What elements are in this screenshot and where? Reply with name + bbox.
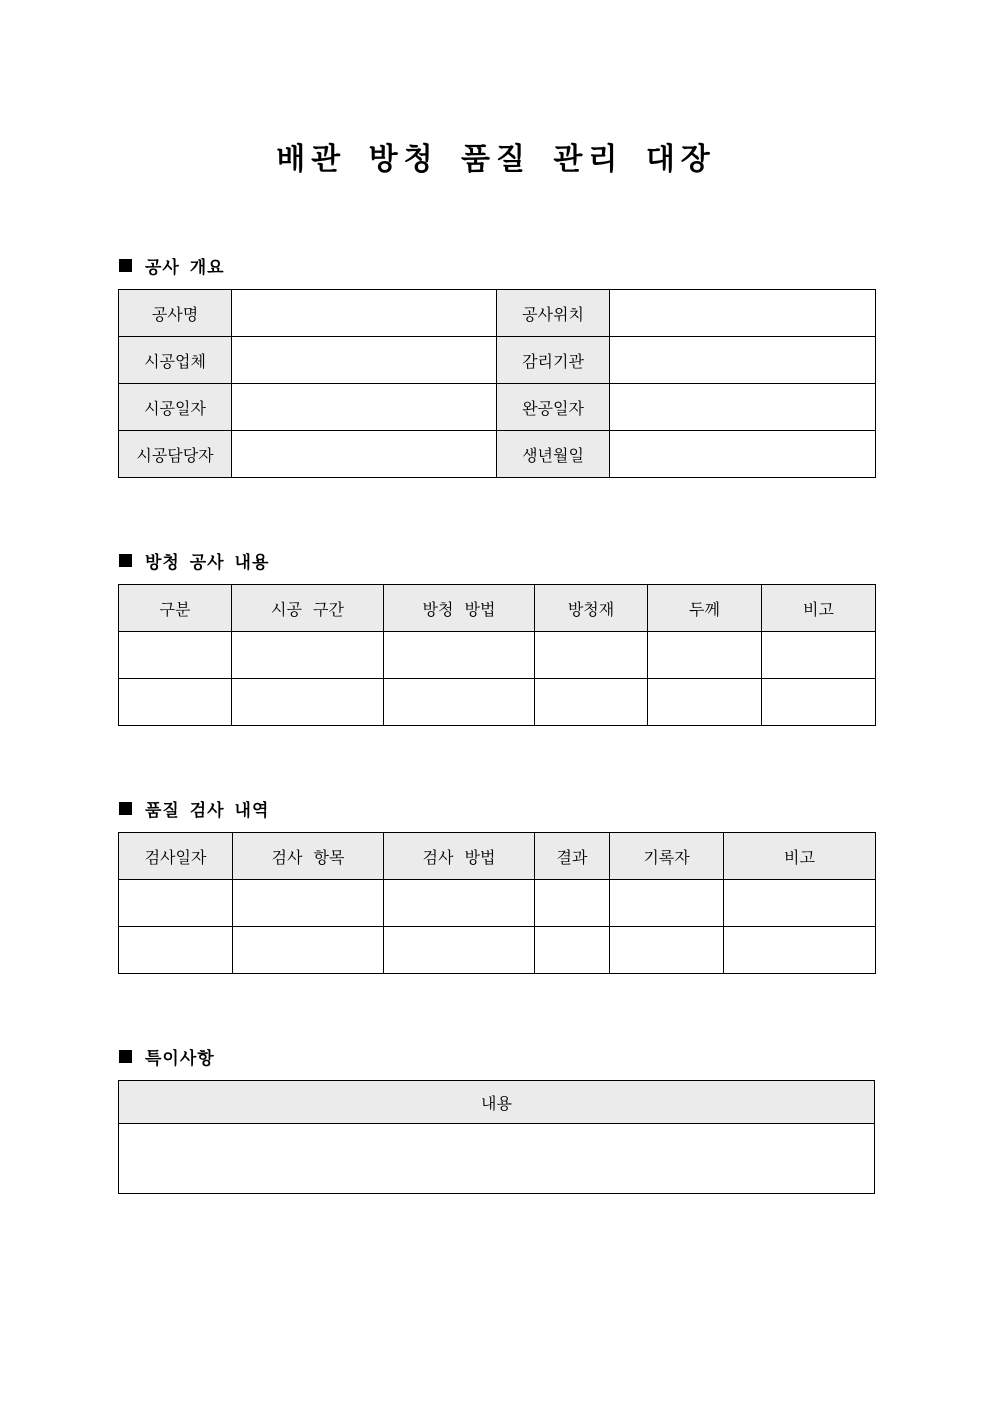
table-row — [119, 679, 876, 726]
label-cell: 감리기관 — [497, 337, 610, 384]
start-date-field[interactable] — [232, 384, 497, 431]
square-bullet-icon — [119, 802, 132, 815]
label-cell: 공사위치 — [497, 290, 610, 337]
column-header: 두께 — [648, 585, 762, 632]
completion-date-field[interactable] — [610, 384, 876, 431]
column-header: 구분 — [119, 585, 232, 632]
table-row — [119, 290, 876, 337]
table-cell[interactable] — [233, 927, 384, 974]
contractor-field[interactable] — [232, 337, 497, 384]
section-heading-work — [119, 548, 269, 572]
label-cell: 시공일자 — [119, 384, 232, 431]
manager-field[interactable] — [232, 431, 497, 478]
table-cell[interactable] — [233, 880, 384, 927]
table-cell[interactable] — [384, 632, 535, 679]
label-cell: 공사명 — [119, 290, 232, 337]
table-cell[interactable] — [724, 880, 876, 927]
table-cell[interactable] — [119, 679, 232, 726]
notes-content-field[interactable] — [119, 1124, 875, 1194]
section-title: 특이사항 — [145, 1048, 215, 1069]
table-row — [119, 337, 876, 384]
table-cell[interactable] — [232, 679, 384, 726]
column-header: 방청재 — [535, 585, 648, 632]
table-cell[interactable] — [762, 679, 876, 726]
column-header: 검사일자 — [119, 833, 233, 880]
supervisor-field[interactable] — [610, 337, 876, 384]
square-bullet-icon — [119, 554, 132, 567]
page-title: 배관 방청 품질 관리 대장 — [276, 142, 716, 177]
table-row — [119, 632, 876, 679]
column-header: 검사 항목 — [233, 833, 384, 880]
table-row — [119, 927, 876, 974]
column-header: 결과 — [535, 833, 610, 880]
table-cell[interactable] — [384, 927, 535, 974]
square-bullet-icon — [119, 259, 132, 272]
column-header: 기록자 — [610, 833, 724, 880]
column-header: 비고 — [762, 585, 876, 632]
table-header-row — [119, 833, 876, 880]
table-row — [119, 880, 876, 927]
column-header: 검사 방법 — [384, 833, 535, 880]
section-heading-notes — [119, 1044, 215, 1068]
notes-table — [118, 1080, 875, 1194]
project-location-field[interactable] — [610, 290, 876, 337]
section-title: 방청 공사 내용 — [145, 552, 270, 573]
table-cell[interactable] — [232, 632, 384, 679]
work-table — [118, 584, 876, 726]
section-heading-inspection — [119, 796, 269, 820]
table-cell[interactable] — [535, 927, 610, 974]
square-bullet-icon — [119, 1050, 132, 1063]
table-cell[interactable] — [648, 632, 762, 679]
label-cell: 시공업체 — [119, 337, 232, 384]
table-cell[interactable] — [535, 880, 610, 927]
column-header: 내용 — [119, 1081, 875, 1124]
table-row — [119, 384, 876, 431]
section-heading-overview — [119, 253, 225, 277]
birthdate-field[interactable] — [610, 431, 876, 478]
inspection-table — [118, 832, 876, 974]
table-cell[interactable] — [119, 927, 233, 974]
label-cell: 생년월일 — [497, 431, 610, 478]
column-header: 방청 방법 — [384, 585, 535, 632]
label-cell: 완공일자 — [497, 384, 610, 431]
label-cell: 시공담당자 — [119, 431, 232, 478]
table-cell[interactable] — [535, 632, 648, 679]
section-title: 품질 검사 내역 — [145, 800, 270, 821]
table-cell[interactable] — [384, 880, 535, 927]
table-cell[interactable] — [724, 927, 876, 974]
table-cell[interactable] — [119, 880, 233, 927]
table-cell[interactable] — [384, 679, 535, 726]
table-header-row — [119, 585, 876, 632]
table-cell[interactable] — [119, 632, 232, 679]
section-title: 공사 개요 — [145, 257, 225, 278]
project-name-field[interactable] — [232, 290, 497, 337]
table-cell[interactable] — [610, 927, 724, 974]
overview-table — [118, 289, 876, 478]
column-header: 비고 — [724, 833, 876, 880]
table-header-row — [119, 1081, 875, 1124]
table-cell[interactable] — [648, 679, 762, 726]
table-row — [119, 431, 876, 478]
table-cell[interactable] — [535, 679, 648, 726]
table-cell[interactable] — [762, 632, 876, 679]
table-cell[interactable] — [610, 880, 724, 927]
table-row — [119, 1124, 875, 1194]
column-header: 시공 구간 — [232, 585, 384, 632]
